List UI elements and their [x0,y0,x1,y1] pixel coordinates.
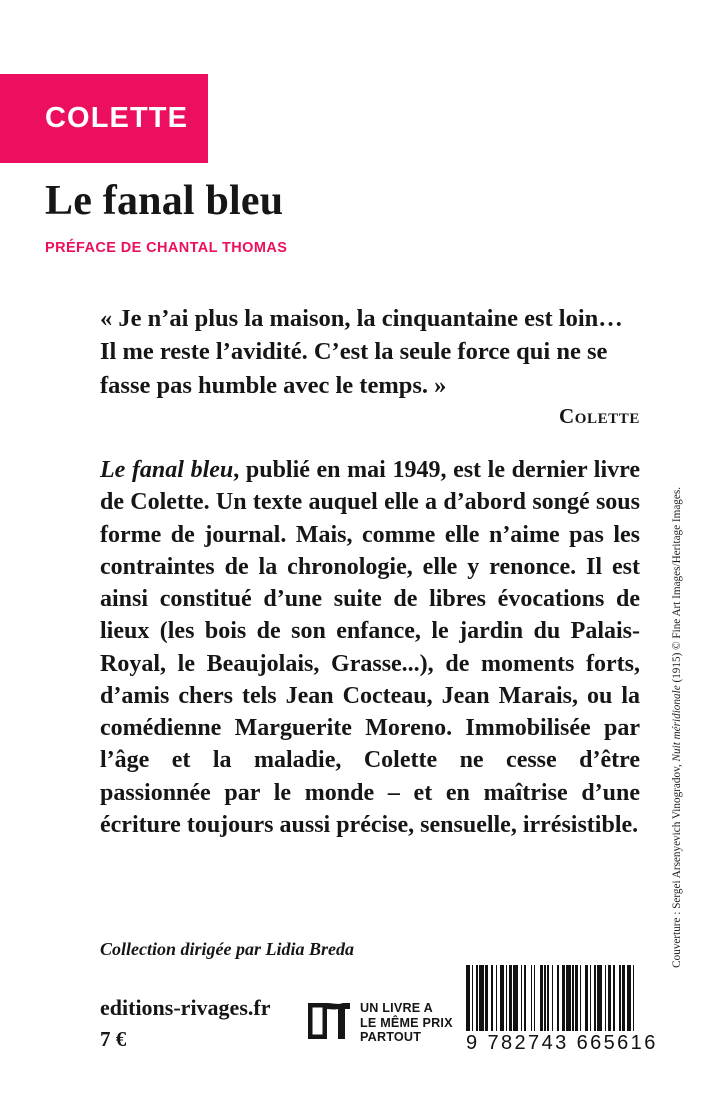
blurb-title-italic: Le fanal bleu [100,457,234,484]
credit-work-title: Nuit méridionale [671,685,683,762]
preface-credit: PRÉFACE DE CHANTAL THOMAS [45,240,288,256]
collection-line: Collection dirigée par Lidia Breda [100,939,354,959]
credit-prefix: Couverture : Sergei Arsenyevich Vinogradov, [671,761,683,968]
text-column [100,302,640,841]
quote-attribution: Colette [558,403,640,428]
price-label: 7 € [100,1027,127,1051]
page-title: Le fanal bleu [45,178,284,224]
cover-credit [672,487,683,968]
author-name: COLETTE [45,102,189,134]
logo-line-1: UN LIVRE A [360,1001,433,1015]
publisher-website[interactable]: editions-rivages.fr [100,995,271,1020]
author-band [0,74,208,163]
same-price-logo [307,1000,453,1045]
barcode [466,965,658,1055]
logo-line-3: PARTOUT [360,1030,422,1045]
blurb-body: , publié en mai 1949, est le dernier livre de Colette. Un texte auquel elle a d’abord songé sous forme de journal. Mais, comme elle n’aime pas les contraintes de la chronologie, elle y renonce. Il est ainsi constitué d’une suite de libres évocations de lieux (les bois de son enfance, le jardin du Palais-Royal, le Beaujolais, Grasse...), de moments forts, d’amis chers tels Jean Cocteau, Jean Marais, ou la comédienne Marguerite Moreno. Immobilisée par l’âge et la maladie, Colette ne cesse d’être passionnée par le monde – et en maîtrise d’une écriture toujours aussi précise, sensuelle, irrésistible. [100,457,640,838]
logo-line-2: LE MÊME PRIX [360,1015,453,1030]
credit-suffix: (1915) © Fine Art Images/Heritage Images. [671,487,683,686]
barcode-digits: 9 782743 665616 [466,1032,658,1054]
open-book-icon [307,1000,351,1042]
barcode-bar [634,965,637,1031]
barcode-bars [466,965,638,1031]
pull-quote: « Je n’ai plus la maison, la cinquantaine est loin… Il me reste l’avidité. C’est la seule force qui ne se fasse pas humble avec le temps. » [100,305,623,399]
blurb-paragraph [100,454,640,841]
same-price-logo-text [360,1000,453,1045]
